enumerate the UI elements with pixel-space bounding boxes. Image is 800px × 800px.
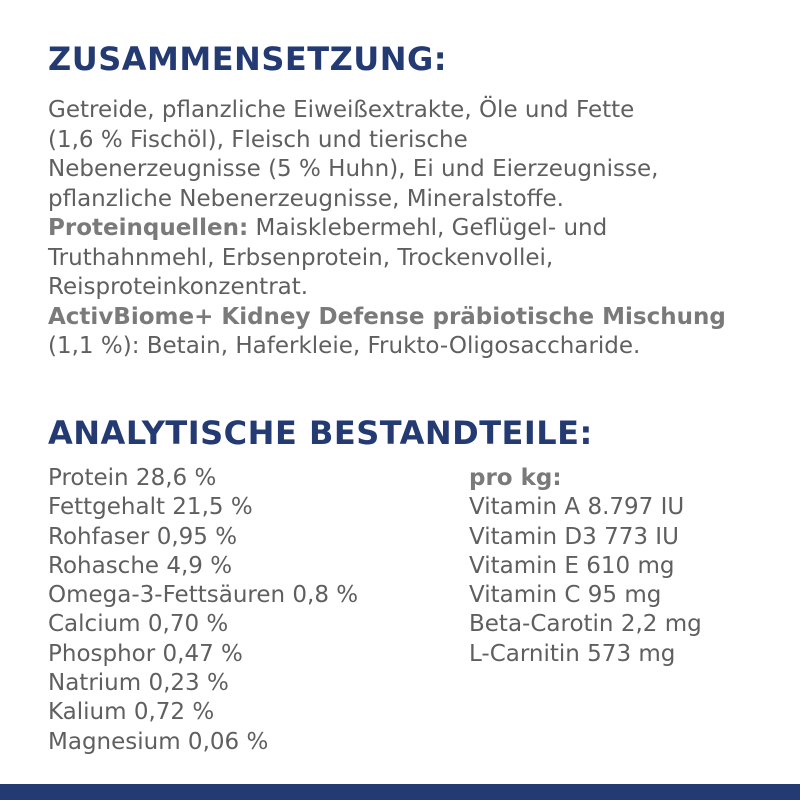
constituent-item: Phosphor 0,47 % [48, 640, 243, 667]
constituent-item: Magnesium 0,06 % [48, 728, 269, 755]
composition-text [48, 96, 788, 362]
additive-item: Vitamin D3 773 IU [469, 523, 679, 550]
per-kg-label: pro kg: [469, 465, 562, 491]
additive-item: L-Carnitin 573 mg [469, 640, 676, 667]
constituent-item: Rohfaser 0,95 % [48, 523, 238, 550]
analytics-heading: ANALYTISCHE BESTANDTEILE: [48, 414, 593, 452]
prebiotic-text: (1,1 %): Betain, Haferkleie, Frukto-Oligosaccharide. [48, 333, 641, 359]
constituents-list [48, 464, 358, 757]
constituent-item: Calcium 0,70 % [48, 611, 229, 638]
additive-item: Vitamin A 8.797 IU [469, 494, 685, 521]
protein-sources-line: Reisproteinkonzentrat. [48, 274, 309, 300]
additive-item: Beta-Carotin 2,2 mg [469, 611, 702, 638]
bottom-bar [0, 784, 800, 800]
constituent-item: Kalium 0,72 % [48, 699, 215, 726]
composition-line: Nebenerzeugnisse (5 % Huhn), Ei und Eierzeugnisse, [48, 156, 659, 182]
constituent-item: Fettgehalt 21,5 % [48, 494, 253, 521]
composition-line: Getreide, pflanzliche Eiweißextrakte, Öle und Fette [48, 97, 635, 123]
additives-list [469, 464, 702, 669]
protein-sources-text: Maisklebermehl, Geflügel- und [248, 215, 608, 241]
protein-sources-line [48, 214, 788, 244]
constituent-item: Rohasche 4,9 % [48, 552, 233, 579]
constituent-item: Natrium 0,23 % [48, 670, 229, 697]
additive-item: Vitamin C 95 mg [469, 582, 662, 609]
protein-sources-line: Truthahnmehl, Erbsenprotein, Trockenvollei, [48, 244, 554, 271]
composition-line: pflanzliche Nebenerzeugnisse, Mineralstoffe. [48, 185, 564, 212]
prebiotic-label: ActivBiome+ Kidney Defense präbiotische Mischung [48, 303, 726, 330]
additive-item: Vitamin E 610 mg [469, 552, 675, 579]
constituent-item: Omega-3-Fettsäuren 0,8 % [48, 582, 359, 609]
composition-line: (1,6 % Fischöl), Fleisch und tierische [48, 126, 468, 153]
composition-heading: ZUSAMMENSETZUNG: [48, 40, 448, 78]
constituent-item: Protein 28,6 % [48, 465, 217, 491]
protein-sources-label: Proteinquellen: [48, 215, 249, 241]
